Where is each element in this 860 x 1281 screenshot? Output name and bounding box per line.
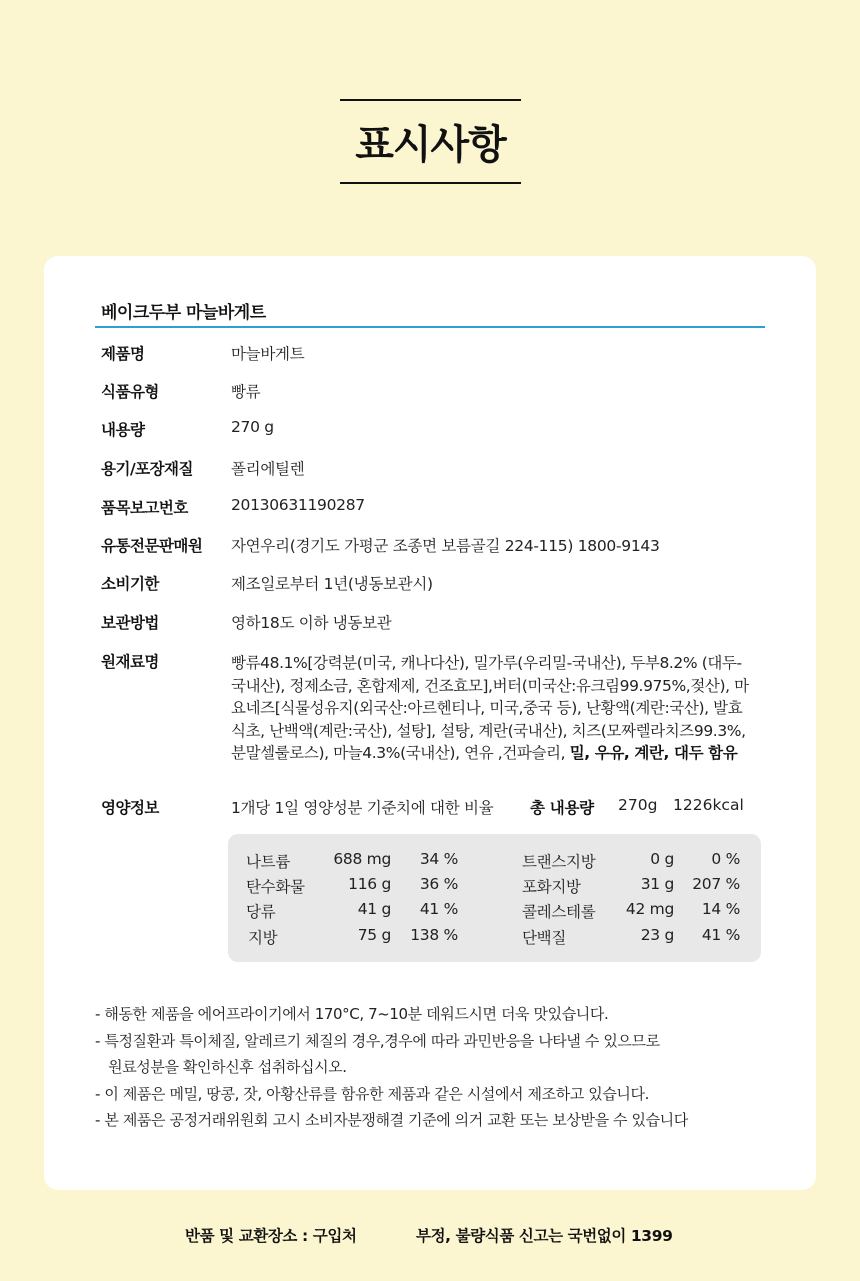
note-item: 원료성분을 확인하신후 섭취하십시오. (95, 1058, 347, 1076)
ingredients-line: 빵류48.1%[강력분(미국, 캐나다산), 밀가루(우리밀-국내산), 두부8.2% (대두- (231, 654, 742, 672)
info-label: 식품유형 (101, 383, 159, 401)
ingredients-line: 국내산), 정제소금, 혼합제제, 건조효모],버터(미국산:유크림99.975%,젖산), 마 (231, 676, 749, 695)
nutrient-row (228, 850, 761, 876)
nutrient-amount: 31 g (640, 875, 674, 893)
info-value: 폴리에틸렌 (231, 460, 305, 478)
info-label: 내용량 (101, 421, 145, 439)
nutrient-percent: 41 % (419, 900, 458, 918)
nutrition-description: 1개당 1일 영양성분 기준치에 대한 비율 (231, 799, 494, 817)
nutrient-row (228, 926, 761, 952)
page-title: 표시사항 (355, 122, 506, 168)
info-label: 용기/포장재질 (101, 460, 193, 478)
nutrient-amount: 42 mg (625, 900, 674, 918)
note-item: - 해동한 제품을 에어프라이기에서 170°C, 7~10분 데워드시면 더욱 맛있습니다. (95, 1005, 609, 1023)
nutrient-name: 포화지방 (522, 878, 581, 896)
nutrition-table (228, 834, 761, 962)
nutrient-percent: 36 % (419, 875, 458, 893)
info-value: 제조일로부터 1년(냉동보관시) (231, 575, 433, 593)
notes-list (95, 1001, 688, 1134)
note-item: - 특정질환과 특이체질, 알레르기 체질의 경우,경우에 따라 과민반응을 나타낼 수 있으므로 (95, 1031, 660, 1050)
info-label: 품목보고번호 (101, 499, 188, 517)
nutrient-name: 당류 (246, 903, 276, 921)
info-value: 270 g (231, 418, 274, 436)
nutrient-amount: 23 g (640, 926, 674, 944)
note-item: - 본 제품은 공정거래위원회 고시 소비자분쟁해결 기준에 의거 교환 또는 보상받을 수 있습니다 (95, 1111, 688, 1129)
info-value: 마늘바게트 (231, 345, 305, 363)
title-frame (340, 99, 521, 184)
info-value: 빵류 (231, 383, 261, 401)
ingredients-line: 요네즈[식물성유지(외국산:아르헨티나, 미국,중국 등), 난황액(계란:국산), 발효 (231, 699, 743, 717)
nutrient-percent: 0 % (711, 850, 740, 868)
info-label: 소비기한 (101, 575, 159, 593)
total-kcal: 1226kcal (673, 796, 744, 814)
ingredients-text (231, 652, 751, 765)
nutrient-name: 탄수화물 (246, 878, 305, 896)
product-name: 베이크두부 마늘바게트 (101, 303, 266, 323)
ingredients-line: 식초, 난백액(계란:국산), 설탕], 설탕, 계란(국내산), 치즈(모짜렐라치즈99.3%, (231, 721, 746, 740)
nutrient-amount: 0 g (650, 850, 674, 868)
nutrient-amount: 75 g (357, 926, 391, 944)
allergen-notice: 밀, 우유, 계란, 대두 함유 (569, 744, 738, 762)
nutrient-amount: 688 mg (333, 850, 391, 868)
nutrient-percent: 14 % (701, 900, 740, 918)
info-value: 자연우리(경기도 가평군 조종면 보름골길 224-115) 1800-9143 (231, 537, 660, 555)
product-divider (95, 326, 765, 328)
nutrient-amount: 41 g (357, 900, 391, 918)
nutrient-percent: 207 % (692, 875, 740, 893)
label-card (44, 256, 816, 1190)
note-item: - 이 제품은 메밀, 땅콩, 잣, 아황산류를 함유한 제품과 같은 시설에서 제조하고 있습니다. (95, 1084, 649, 1103)
info-value: 영하18도 이하 냉동보관 (231, 614, 392, 632)
nutrient-name: 나트륨 (246, 853, 291, 871)
footer-returns: 반품 및 교환장소 : 구입처 (185, 1227, 357, 1245)
nutrient-name: 단백질 (522, 929, 567, 947)
nutrient-row (228, 875, 761, 901)
info-label: 원재료명 (101, 653, 159, 671)
info-label: 영양정보 (101, 799, 159, 817)
footer-report: 부정, 불량식품 신고는 국번없이 1399 (416, 1227, 673, 1245)
total-weight: 270g (618, 796, 658, 814)
info-label: 유통전문판매원 (101, 537, 203, 555)
ingredients-line-text: 분말셀룰로스), 마늘4.3%(국내산), 연유 ,건파슬리, (231, 744, 566, 762)
info-label: 보관방법 (101, 614, 159, 632)
nutrient-name: 지방 (248, 929, 278, 947)
nutrient-amount: 116 g (348, 875, 391, 893)
ingredients-line (231, 742, 751, 765)
total-label: 총 내용량 (530, 799, 594, 817)
nutrient-percent: 41 % (701, 926, 740, 944)
nutrient-row (228, 900, 761, 926)
info-label: 제품명 (101, 345, 145, 363)
info-value: 20130631190287 (231, 496, 365, 514)
nutrient-name: 트랜스지방 (522, 853, 596, 871)
nutrient-percent: 34 % (419, 850, 458, 868)
nutrient-percent: 138 % (410, 926, 458, 944)
nutrient-name: 콜레스테롤 (522, 903, 596, 921)
